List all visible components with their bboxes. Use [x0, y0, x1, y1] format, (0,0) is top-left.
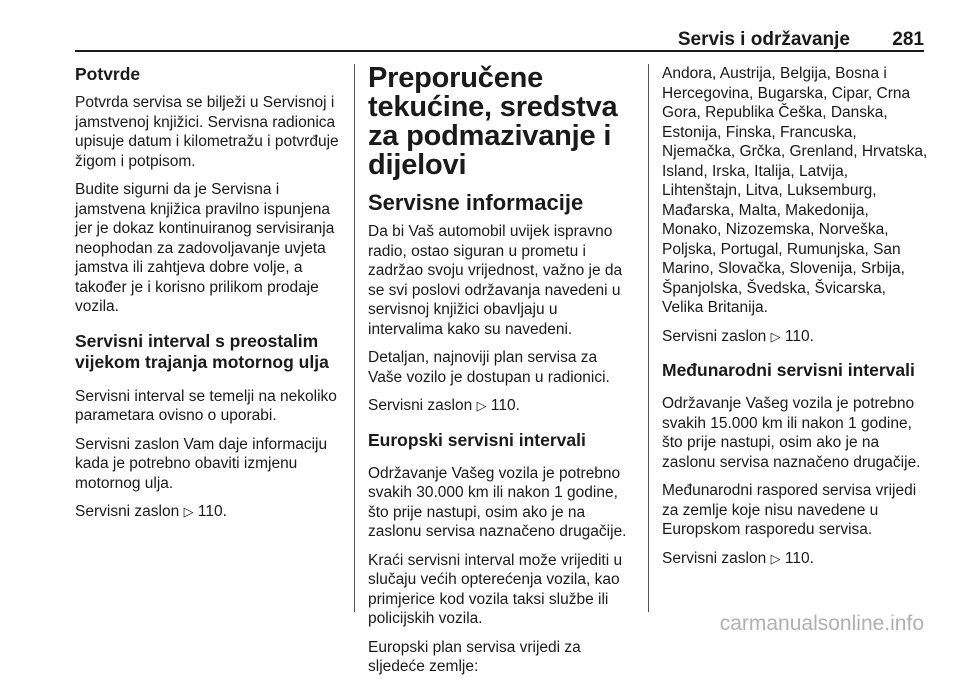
cross-reference-text: Servisni zaslon: [75, 503, 180, 520]
cross-reference-page: 110.: [784, 327, 814, 345]
europe-paragraph-2: Kraći servisni interval može vrijediti u slučaju većih opterećenja vozila, kao primjerice kod vozila taksi službe ili policijskih vozila.: [368, 551, 623, 627]
cross-reference-text: Servisni zaslon: [662, 327, 767, 345]
servisne-informacije-heading: Servisne informacije: [368, 190, 584, 215]
column-middle: [368, 64, 634, 686]
international-paragraph-1: Održavanje Vašeg vozila je potrebno svakih 15.000 km ili nakon 1 godine, što prije nastupi, osim ako je na zaslonu servisa naznačeno drugačije.: [662, 395, 921, 471]
country-list: Andora, Austrija, Belgija, Bosna i Hercegovina, Bugarska, Cipar, Crna Gora, Republika Češka, Danska, Estonija, Finska, Francuska, Njemačka, Grčka, Grenland, Hrvatska, Island, Irska, Italija, Latvija, Lihtenštajn, Litva, Luksemburg, Mađarska, Malta, Makedonija, Monako, Nizozemska, Norveška, Poljska, Portugal, Rumunjska, San Marino, Slovačka, Slovenija, Srbija, Španjolska, Švedska, Švicarska, Velika Britanija.: [662, 65, 928, 316]
europe-heading: Europski servisni intervali: [368, 429, 586, 450]
europe-paragraph-3: Europski plan servisa vrijedi za sljedeće zemlje:: [368, 638, 581, 675]
reference-arrow-icon: ▷: [770, 328, 781, 344]
reference-arrow-icon: ▷: [770, 550, 781, 566]
interval-heading: Servisni interval s preostalim vijekom trajanja motornog ulja: [75, 330, 329, 372]
main-section-heading: Preporučene tekućine, sredstva za podmazivanje i dijelovi: [368, 62, 618, 181]
cross-reference-text: Servisni zaslon: [368, 397, 473, 414]
interval-paragraph-1: Servisni interval se temelji na nekoliko parametara ovisno o uporabi.: [75, 387, 337, 424]
cross-reference[interactable]: [75, 502, 343, 522]
servis-paragraph-2: Detaljan, najnoviji plan servisa za Vaše vozilo je dostupan u radionici.: [368, 349, 610, 386]
watermark: carmanualsonline.info: [719, 612, 924, 635]
europe-paragraph-1: Održavanje Vašeg vozila je potrebno svakih 30.000 km ili nakon 1 godine, što prije nastupi, osim ako je na zaslonu servisa naznačeno drugačije.: [368, 464, 627, 540]
international-paragraph-2: Međunarodni raspored servisa vrijedi za zemlje koje nisu navedene u Europskom rasporedu servisa.: [662, 482, 917, 538]
potvrde-paragraph-2: Budite sigurni da je Servisna i jamstvena knjižica pravilno ispunjena jer je dokaz kontinuiranog servisiranja neophodan za zadovoljavanje uvjeta jamstva ili zahtjeva dobre volje, a također je i korisno prilikom prodaje vozila.: [75, 181, 335, 315]
column-left: [75, 64, 343, 531]
reference-arrow-icon: ▷: [183, 504, 194, 519]
page-number: 281: [892, 29, 924, 50]
potvrde-paragraph-1: Potvrda servisa se bilježi u Servisnoj i jamstvenoj knjižici. Servisna radionica upisuje datum i kilometražu i potvrđuje žigom i potpisom.: [75, 94, 339, 170]
reference-arrow-icon: ▷: [476, 398, 487, 413]
cross-reference[interactable]: [662, 327, 930, 347]
servis-paragraph-1: Da bi Vaš automobil uvijek ispravno radio, ostao siguran u prometu i zadržao svoju vrijednost, važno je da se svi poslovi održavanja navedeni u servisnoj knjižici obavljaju u intervalima kako su navedeni.: [368, 223, 623, 338]
column-divider-2: [648, 64, 649, 612]
cross-reference-page: 110.: [490, 397, 520, 414]
cross-reference[interactable]: [368, 396, 634, 416]
interval-paragraph-2: Servisni zaslon Vam daje informaciju kada je potrebno obaviti izmjenu motornog ulja.: [75, 435, 328, 492]
cross-reference-text: Servisni zaslon: [662, 549, 767, 567]
page-header-title: Servis i održavanje: [677, 29, 850, 50]
column-right: [662, 64, 930, 577]
potvrde-heading: Potvrde: [75, 64, 141, 84]
cross-reference-page: 110.: [197, 503, 227, 520]
cross-reference-page: 110.: [784, 549, 814, 567]
cross-reference[interactable]: [662, 549, 930, 569]
international-heading: Međunarodni servisni intervali: [662, 360, 915, 380]
column-divider-1: [354, 64, 355, 612]
header-rule: [75, 50, 924, 52]
